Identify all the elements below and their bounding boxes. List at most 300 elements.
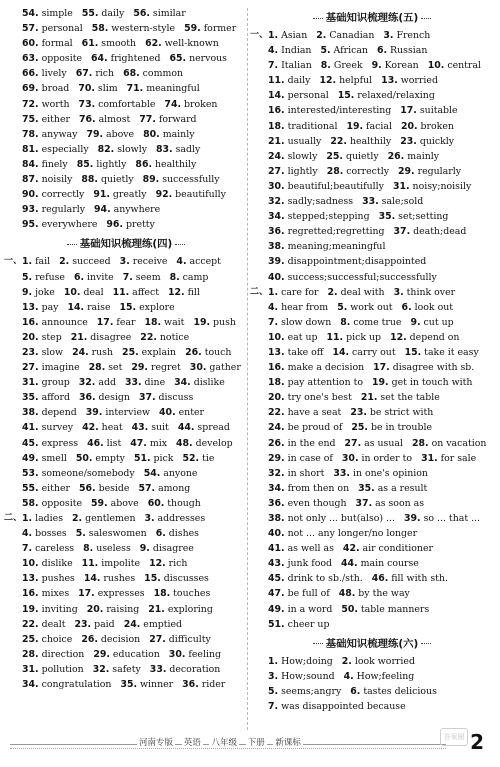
answer-number: 5.: [75, 528, 86, 540]
answer-number: 29.: [93, 648, 110, 660]
answer-number: 15.: [119, 301, 137, 313]
answer-item: [139, 114, 196, 125]
answer-text: as well as: [284, 543, 334, 555]
answer-line: [10, 315, 242, 330]
answer-item: [22, 347, 63, 358]
answer-text: discusses: [160, 573, 209, 585]
answer-item: [83, 543, 131, 554]
answer-item: [22, 528, 67, 539]
answer-text: develop: [192, 437, 233, 449]
answer-item: [78, 83, 117, 94]
exercise-part-1-next: [256, 654, 488, 714]
answer-item: [268, 241, 385, 252]
answer-number: 81.: [22, 143, 39, 155]
answer-item: [22, 483, 70, 494]
answer-line: [256, 330, 488, 345]
answer-item: [22, 83, 69, 94]
answer-number: 8.: [340, 316, 351, 328]
answer-text: anyway: [38, 128, 78, 140]
answer-number: 28.: [22, 648, 39, 660]
answer-text: rushes: [100, 573, 136, 585]
answer-text: think over: [403, 286, 456, 298]
answer-number: 5.: [22, 271, 33, 283]
answer-item: [22, 392, 70, 403]
answer-item: [320, 45, 368, 56]
answer-number: 54.: [22, 8, 39, 19]
answer-number: 71.: [126, 83, 144, 95]
answer-item: [127, 83, 200, 94]
answer-text: formal: [38, 38, 73, 50]
answer-text: gentlemen: [82, 513, 136, 524]
answer-number: 2.: [341, 655, 352, 667]
answer-number: 4.: [343, 670, 354, 682]
answer-text: quietly: [97, 174, 134, 186]
answer-number: 55.: [81, 8, 99, 19]
answer-text: greatly: [109, 189, 147, 201]
answer-item: [193, 317, 235, 328]
answer-number: 48.: [338, 588, 356, 600]
answer-item: [22, 543, 74, 554]
answer-text: announce: [38, 316, 88, 328]
answer-item: [268, 407, 341, 418]
answer-item: [268, 302, 328, 313]
answer-text: emptied: [140, 618, 183, 630]
answer-line: [10, 285, 242, 300]
answer-text: slowly: [284, 150, 318, 162]
answer-number: 16.: [268, 105, 285, 117]
answer-item: [405, 347, 479, 358]
answer-number: 6.: [350, 685, 361, 697]
answer-number: 20.: [22, 331, 39, 343]
answer-text: beautifully: [172, 189, 226, 201]
answer-text: fear: [113, 316, 136, 328]
answer-number: 11.: [81, 558, 99, 570]
answer-item: [149, 634, 211, 645]
answer-number: 3.: [383, 30, 394, 41]
answer-text: healthily: [346, 135, 392, 147]
answer-item: [268, 558, 332, 569]
answer-item: [332, 347, 395, 358]
answer-line: [256, 556, 488, 571]
answer-number: 26.: [185, 346, 202, 358]
answer-number: 14.: [332, 346, 350, 358]
answer-text: beautiful;beautifully: [284, 180, 384, 192]
answer-text: Asian: [278, 30, 308, 41]
answer-text: suitable: [416, 105, 458, 117]
answer-line: [256, 43, 488, 58]
answer-number: 5.: [268, 685, 279, 697]
answer-item: [22, 174, 72, 185]
answer-line: [250, 285, 488, 300]
answer-number: 61.: [81, 38, 99, 50]
answer-item: [268, 468, 324, 479]
footer-text: [10, 736, 430, 748]
answer-line: [256, 511, 488, 526]
answer-item: [268, 528, 417, 539]
answer-number: 19.: [372, 377, 389, 389]
answer-text: explore: [136, 301, 175, 313]
answer-text: success;successful;successfully: [284, 271, 437, 283]
answer-number: 47.: [130, 437, 147, 449]
answer-text: central: [444, 60, 481, 72]
answer-number: 38.: [268, 513, 285, 524]
answer-item: [268, 272, 437, 283]
answer-number: 24.: [72, 346, 89, 358]
answer-item: [22, 144, 89, 155]
answer-number: 17.: [96, 316, 114, 328]
answer-text: healthily: [152, 158, 197, 170]
footer-subject: 英语: [183, 738, 201, 748]
answer-text: congratulation: [38, 679, 112, 691]
answer-item: [22, 272, 65, 283]
answer-text: either: [38, 482, 70, 494]
answer-item: [22, 287, 55, 298]
answer-text: successfully: [159, 174, 220, 186]
answer-text: express: [38, 437, 79, 449]
answer-text: African: [330, 45, 368, 57]
answer-number: 16.: [22, 588, 39, 600]
answer-text: broken: [181, 98, 218, 110]
answer-text: slow down: [278, 316, 332, 328]
answer-number: 10.: [427, 60, 445, 72]
answer-line: [10, 300, 242, 315]
answer-text: expresses: [94, 588, 145, 600]
answer-number: 1.: [22, 256, 33, 268]
answer-number: 3.: [119, 256, 130, 268]
answer-number: 22.: [268, 407, 285, 419]
answer-text: table manners: [357, 603, 430, 615]
answer-item: [150, 664, 221, 675]
answer-line: [10, 526, 242, 541]
answer-item: [268, 453, 333, 464]
answer-text: set;setting: [395, 211, 449, 223]
answer-line: [250, 28, 488, 43]
answer-number: 3.: [144, 513, 155, 524]
answer-number: 10.: [268, 331, 285, 343]
answer-text: get in touch with: [388, 377, 473, 389]
answer-item: [78, 588, 144, 599]
page-footer: [10, 730, 490, 760]
answer-item: [421, 453, 476, 464]
answer-text: careless: [32, 543, 75, 555]
answer-line: [256, 345, 488, 360]
answer-text: impolite: [98, 558, 141, 570]
answer-item: [337, 302, 392, 313]
answer-item: [176, 256, 220, 267]
answer-number: 36.: [78, 392, 96, 404]
answer-line: [10, 270, 242, 285]
answer-text: almost: [95, 113, 131, 125]
answer-item: [124, 619, 182, 630]
answer-line: [256, 420, 488, 435]
answer-text: set: [105, 362, 123, 374]
answer-text: Greek: [330, 60, 363, 72]
answer-text: main course: [357, 558, 419, 570]
answer-item: [93, 189, 146, 200]
answer-number: 15.: [337, 90, 355, 102]
answer-line: [10, 375, 242, 390]
answer-number: 83.: [156, 143, 173, 155]
watermark-stamp: 答案圈: [440, 728, 468, 746]
answer-item: [81, 174, 133, 185]
answer-item: [268, 181, 384, 192]
answer-text: be in trouble: [368, 422, 433, 434]
answer-item: [97, 317, 136, 328]
answer-line: [10, 556, 242, 571]
answer-item: [22, 38, 73, 49]
answer-number: 44.: [341, 558, 358, 570]
answer-text: anyone: [160, 467, 198, 479]
answer-item: [131, 362, 180, 373]
answer-number: 35.: [358, 482, 375, 494]
answer-item: [383, 30, 430, 41]
answer-number: 7.: [122, 271, 133, 283]
answer-item: [268, 686, 341, 697]
answer-item: [190, 362, 241, 373]
answer-item: [268, 701, 406, 712]
answer-item: [144, 468, 198, 479]
answer-line: [256, 586, 488, 601]
answer-line: [256, 315, 488, 330]
answer-text: cheer up: [284, 618, 330, 630]
answer-item: [268, 392, 352, 403]
answer-item: [79, 99, 156, 110]
answer-number: 33.: [124, 377, 142, 389]
answer-number: 78.: [22, 128, 39, 140]
answer-number: 31.: [421, 452, 438, 464]
answer-item: [22, 649, 84, 660]
answer-number: 18.: [153, 588, 171, 600]
answer-item: [133, 8, 185, 19]
answer-item: [79, 483, 130, 494]
answer-line: [256, 699, 488, 714]
answer-text: wait: [161, 316, 185, 328]
answer-line: [256, 375, 488, 390]
answer-item: [268, 226, 385, 237]
answer-line: [256, 436, 488, 451]
answer-number: 52.: [182, 452, 200, 464]
answer-text: How;doing: [278, 655, 333, 667]
answer-number: 72.: [22, 98, 39, 110]
answer-item: [22, 438, 78, 449]
answer-number: 32.: [78, 377, 96, 389]
answer-item: [22, 159, 68, 170]
answer-item: [341, 558, 419, 569]
answer-text: former: [200, 23, 237, 35]
answer-item: [93, 664, 141, 675]
answer-text: saleswomen: [85, 528, 147, 540]
answer-item: [372, 377, 472, 388]
answer-item: [268, 377, 363, 388]
answer-item: [350, 686, 437, 697]
answer-text: exploring: [164, 603, 213, 615]
answer-item: [22, 99, 70, 110]
answer-text: take it easy: [421, 346, 479, 358]
answer-item: [120, 302, 175, 313]
answer-item: [159, 407, 204, 418]
answer-text: look out: [411, 301, 454, 313]
answer-text: discuss: [155, 392, 194, 404]
answer-text: pay: [38, 301, 59, 313]
answer-number: 43.: [268, 558, 285, 570]
answer-item: [184, 23, 236, 34]
answer-text: regretted;regretting: [284, 226, 385, 238]
section-heading-4: 基础知识梳理练(四): [10, 234, 242, 254]
answer-number: 9.: [410, 316, 421, 328]
answer-item: [268, 60, 312, 71]
answer-text: How;sound: [278, 670, 335, 682]
answer-item: [106, 219, 154, 230]
answer-number: 58.: [91, 23, 109, 35]
answer-text: make a decision: [284, 362, 365, 374]
answer-item: [22, 558, 73, 569]
answer-number: 46.: [87, 437, 104, 449]
answer-number: 8.: [83, 543, 94, 555]
answer-line: [256, 254, 488, 269]
right-column: [250, 6, 488, 714]
answer-number: 37.: [393, 226, 411, 238]
answer-item: [268, 121, 337, 132]
answer-text: mixes: [38, 588, 70, 600]
answer-text: French: [393, 30, 431, 41]
answer-text: pick: [150, 452, 174, 464]
answer-text: Italian: [278, 60, 312, 72]
answer-item: [148, 604, 213, 615]
answer-item: [76, 453, 125, 464]
answer-text: personal: [38, 23, 83, 35]
answer-number: 2.: [59, 256, 70, 268]
answer-number: 13.: [22, 573, 39, 585]
answer-text: as a result: [374, 482, 428, 494]
answer-text: raising: [103, 603, 140, 615]
answer-item: [82, 8, 124, 19]
answer-number: 39.: [403, 513, 421, 524]
answer-item: [72, 347, 113, 358]
answer-item: [22, 422, 73, 433]
answer-line: [256, 654, 488, 669]
answer-text: explain: [138, 346, 177, 358]
answer-number: 84.: [22, 158, 39, 170]
answer-item: [393, 181, 471, 192]
answer-item: [143, 174, 220, 185]
answer-text: not only ... but(also) ...: [284, 513, 395, 524]
answer-line: [10, 6, 242, 21]
section-heading-6: 基础知识梳理练(六): [256, 634, 488, 654]
answer-number: 38.: [22, 407, 39, 419]
answer-number: 75.: [22, 113, 39, 125]
answer-item: [86, 129, 134, 140]
answer-item: [22, 453, 67, 464]
answer-number: 85.: [76, 158, 94, 170]
answer-line: [10, 172, 242, 187]
answer-number: 4.: [268, 301, 279, 313]
answer-item: [59, 256, 111, 267]
answer-text: so ... that ...: [420, 513, 481, 524]
answer-number: 48.: [176, 437, 193, 449]
answer-item: [268, 90, 329, 101]
answer-number: 30.: [341, 452, 359, 464]
answer-item: [91, 498, 139, 509]
answer-number: 90.: [22, 189, 39, 201]
answer-text: simple: [38, 8, 73, 19]
answer-number: 32.: [268, 467, 285, 479]
answer-line: [10, 541, 242, 556]
answer-number: 45.: [22, 437, 39, 449]
answer-text: pick up: [343, 331, 382, 343]
answer-item: [268, 30, 307, 41]
answer-number: 17.: [78, 588, 95, 600]
answer-text: fail: [32, 256, 51, 268]
answer-number: 33.: [149, 663, 167, 675]
answer-text: disagree with sb.: [389, 362, 475, 374]
answer-number: 39.: [85, 407, 103, 419]
answer-text: design: [95, 392, 130, 404]
answer-item: [94, 204, 160, 215]
answer-number: 93.: [22, 204, 39, 216]
answer-text: well-known: [161, 38, 219, 50]
answer-number: 53.: [22, 467, 39, 479]
answer-number: 29.: [131, 362, 148, 374]
answer-number: 36.: [182, 679, 199, 691]
answer-number: 9.: [22, 286, 33, 298]
answer-text: as soon as: [372, 497, 425, 509]
answer-number: 95.: [22, 219, 39, 231]
answer-text: among: [155, 482, 191, 494]
answer-number: 12.: [149, 558, 166, 570]
answer-number: 17.: [400, 105, 417, 117]
answer-text: direction: [38, 648, 85, 660]
answer-text: regularly: [414, 165, 462, 177]
answer-text: joke: [32, 286, 55, 298]
answer-number: 74.: [164, 98, 182, 110]
answer-item: [268, 75, 310, 86]
answer-item: [339, 588, 410, 599]
answer-line: [10, 571, 242, 586]
answer-number: 6.: [73, 271, 85, 283]
answer-number: 12.: [168, 286, 185, 298]
answer-number: 16.: [22, 316, 39, 328]
answer-number: 29.: [398, 165, 415, 177]
answer-line: [256, 390, 488, 405]
answer-number: 5.: [320, 45, 331, 57]
answer-item: [377, 45, 427, 56]
answer-line: [256, 179, 488, 194]
answer-number: 69.: [22, 83, 39, 95]
answer-text: smooth: [98, 38, 137, 50]
answer-number: 20.: [400, 120, 418, 132]
answer-text: list: [103, 437, 122, 449]
answer-number: 4.: [176, 256, 187, 268]
answer-text: mix: [146, 437, 168, 449]
answer-number: 23.: [22, 346, 39, 358]
answer-text: affect: [129, 286, 159, 298]
answer-text: pollution: [38, 663, 84, 675]
answer-number: 60.: [147, 497, 165, 509]
answer-item: [122, 347, 176, 358]
answer-line: [4, 254, 242, 269]
answer-text: broad: [38, 83, 70, 95]
exercise-part-1: [4, 254, 242, 511]
answer-text: worth: [38, 98, 70, 110]
answer-number: 2.: [316, 30, 327, 41]
answer-item: [123, 272, 161, 283]
answer-text: cut up: [420, 316, 454, 328]
answer-number: 35.: [378, 211, 396, 223]
exercise-part-2: [250, 285, 488, 632]
answer-item: [89, 362, 123, 373]
answer-line: [256, 481, 488, 496]
answer-number: 34.: [174, 377, 191, 389]
